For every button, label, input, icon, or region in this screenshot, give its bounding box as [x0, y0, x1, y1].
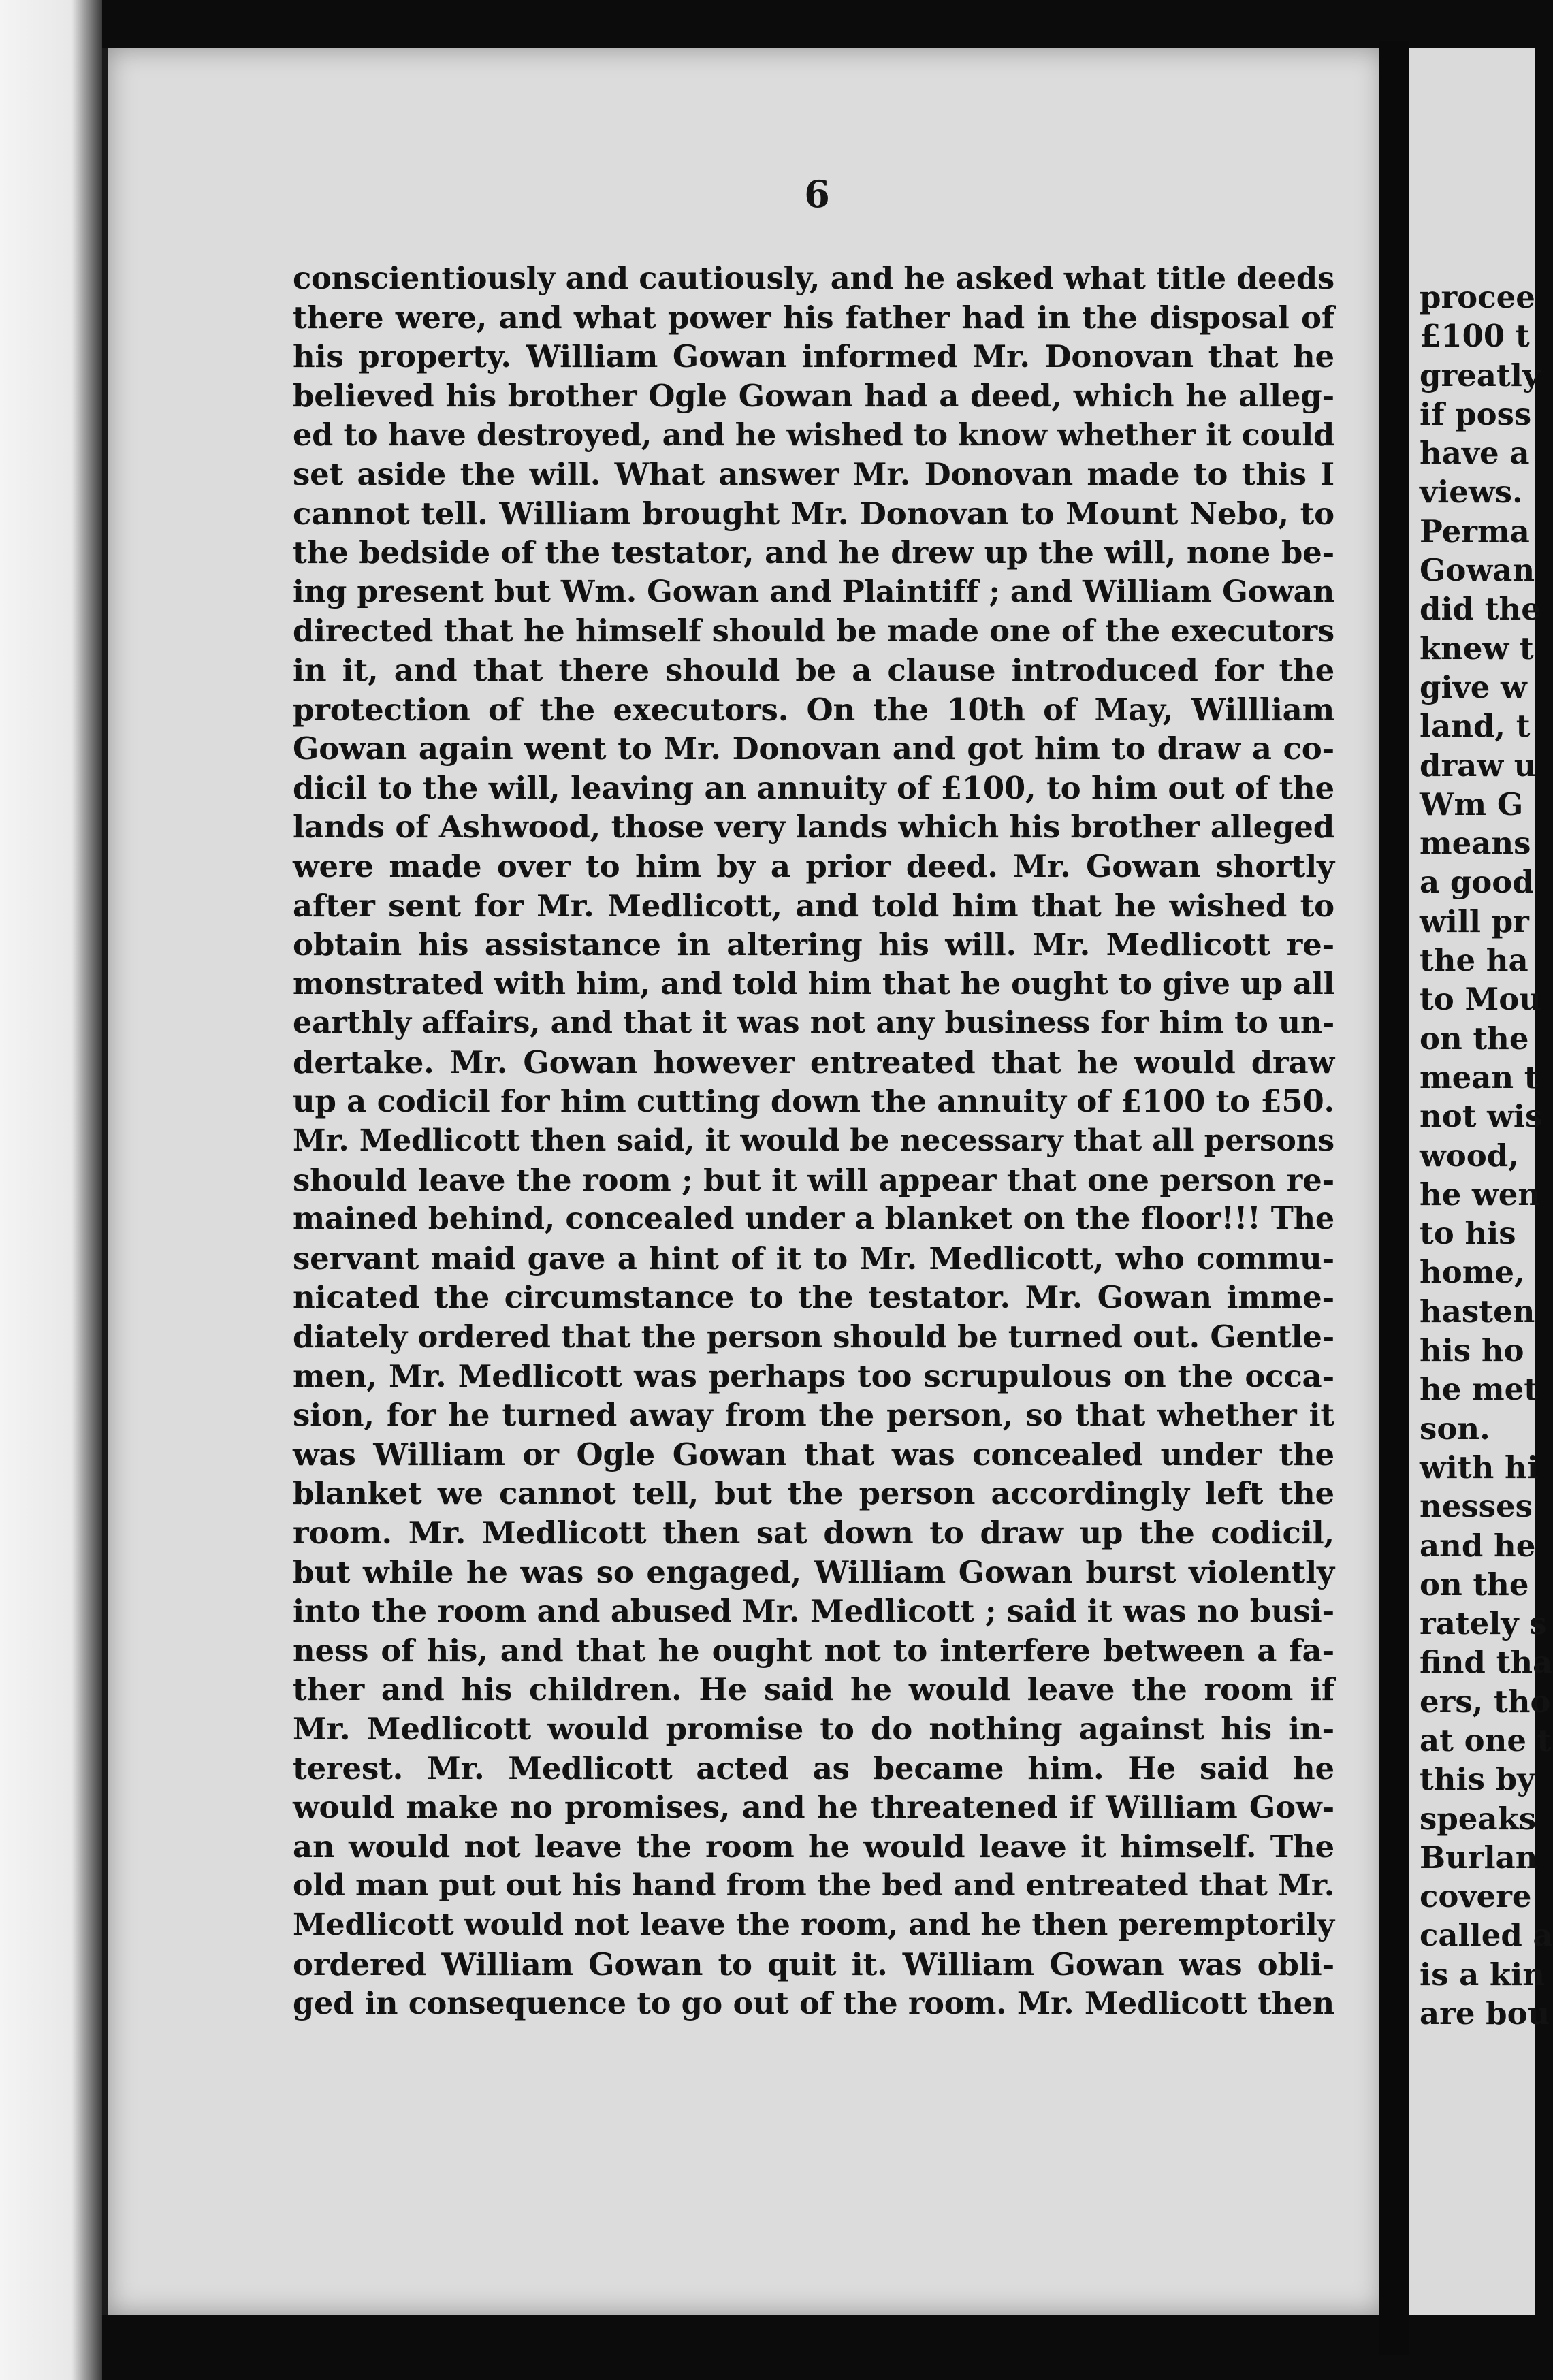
facing-page-line: wood, [1420, 1137, 1519, 1174]
text-line: Mr. Medlicott then said, it would be necessary that all persons [293, 1123, 1334, 1159]
text-line: ordered William Gowan to quit it. William Gowan was obli- [293, 1946, 1334, 1982]
facing-page-line: procee [1420, 279, 1535, 315]
facing-page-line: have a [1420, 435, 1530, 472]
text-line: Mr. Medlicott would promise to do nothing against his in- [293, 1710, 1334, 1747]
facing-page-line: find tha [1420, 1644, 1553, 1681]
text-line: dicil to the will, leaving an annuity of £100, to him out of the [293, 769, 1334, 806]
facing-page-line: mean t [1420, 1059, 1539, 1095]
facing-page-line: with hi [1420, 1449, 1539, 1485]
facing-page-line: on the [1420, 1566, 1529, 1603]
facing-page-line: at one t [1420, 1722, 1552, 1758]
text-line: Medlicott would not leave the room, and he then peremptorily [293, 1907, 1334, 1942]
facing-page-line: on the [1420, 1020, 1529, 1057]
text-line: men, Mr. Medlicott was perhaps too scrupulous on the occa- [293, 1357, 1334, 1394]
text-line: up a codicil for him cutting down the annuity of £100 to £50. [293, 1083, 1334, 1120]
text-line: after sent for Mr. Medlicott, and told him that he wished to [293, 887, 1334, 924]
text-line: blanket we cannot tell, but the person accordingly left the [293, 1475, 1334, 1512]
text-line: sion, for he turned away from the person, so that whether it [293, 1397, 1334, 1434]
text-line: ther and his children. He said he would leave the room if [293, 1671, 1334, 1708]
text-line: an would not leave the room he would leave it himself. The [293, 1828, 1334, 1865]
facing-page-line: will pr [1420, 903, 1529, 939]
facing-page-line: he wen [1420, 1176, 1541, 1212]
facing-page-line: means [1420, 825, 1531, 862]
text-line: cannot tell. William brought Mr. Donovan to Mount Nebo, to [293, 495, 1334, 532]
facing-page-line: give w [1420, 669, 1527, 705]
binding-gutter [1379, 41, 1409, 2355]
facing-page-line: to Mou [1420, 981, 1542, 1018]
facing-page-line: not wis [1420, 1098, 1543, 1135]
text-line: there were, and what power his father had in the disposal of [293, 299, 1334, 336]
text-line: should leave the room ; but it will appear that one person re- [293, 1161, 1334, 1198]
text-line: nicated the circumstance to the testator. Mr. Gowan imme- [293, 1279, 1334, 1316]
facing-page-line: Burlan [1420, 1839, 1538, 1876]
facing-page-line: are bou [1420, 1995, 1550, 2032]
facing-page-line: did the [1420, 591, 1541, 628]
text-line: were made over to him by a prior deed. Mr. Gowan shortly [293, 848, 1334, 884]
facing-page-line: this by [1420, 1761, 1535, 1798]
facing-page-line: land, t [1420, 708, 1531, 745]
facing-page-text [1420, 278, 1553, 2033]
text-line: but while he was so engaged, William Gowan burst violently [293, 1554, 1334, 1590]
facing-page-line: he met [1420, 1371, 1539, 1408]
left-margin-strip [0, 0, 102, 2380]
facing-page-line: greatly [1420, 357, 1540, 393]
text-line: terest. Mr. Medlicott acted as became him. He said he [293, 1750, 1334, 1786]
text-line: ness of his, and that he ought not to interfere between a fa- [293, 1632, 1334, 1669]
text-line: believed his brother Ogle Gowan had a deed, which he alleg- [293, 377, 1334, 414]
text-line: ing present but Wm. Gowan and Plaintiff ; and William Gowan [293, 574, 1334, 609]
facing-page-line: and he [1420, 1527, 1536, 1564]
facing-page-line: if poss [1420, 396, 1532, 432]
facing-page-line: rately s [1420, 1605, 1547, 1642]
text-line: servant maid gave a hint of it to Mr. Medlicott, who commu- [293, 1240, 1334, 1276]
text-line: directed that he himself should be made one of the executors [293, 613, 1334, 649]
text-line: monstrated with him, and told him that he ought to give up all [293, 966, 1334, 1001]
text-line: would make no promises, and he threatened if William Gow- [293, 1789, 1334, 1826]
facing-page-line: called a [1420, 1917, 1553, 1954]
facing-page-line: is a kin [1420, 1956, 1545, 1993]
text-line: set aside the will. What answer Mr. Donovan made to this I [293, 455, 1334, 492]
facing-page-line: views. [1420, 474, 1523, 511]
facing-page-line: to his [1420, 1215, 1516, 1252]
text-line: lands of Ashwood, those very lands which his brother alleged [293, 809, 1334, 846]
facing-page-line: son. [1420, 1410, 1490, 1447]
facing-page-line: nesses [1420, 1488, 1533, 1525]
facing-page-line: £100 t [1420, 318, 1530, 355]
text-line: ged in consequence to go out of the room. Mr. Medlicott then [293, 1985, 1334, 2022]
text-line: into the room and abused Mr. Medlicott ; said it was no busi- [293, 1593, 1334, 1630]
text-line: mained behind, concealed under a blanket on the floor!!! The [293, 1201, 1334, 1237]
facing-page-line: knew t [1420, 630, 1534, 666]
page-number: 6 [804, 172, 830, 216]
text-line: obtain his assistance in altering his will. Mr. Medlicott re- [293, 927, 1334, 963]
text-line: old man put out his hand from the bed and entreated that Mr. [293, 1867, 1334, 1903]
facing-page-line: Perma [1420, 513, 1530, 549]
facing-page-line: home, [1420, 1254, 1525, 1291]
text-line: his property. William Gowan informed Mr. Donovan that he [293, 338, 1334, 375]
text-line: in it, and that there should be a clause introduced for the [293, 652, 1334, 688]
facing-page-line: covere [1420, 1878, 1532, 1915]
facing-page-line: Gowan [1420, 552, 1535, 589]
text-line: conscientiously and cautiously, and he asked what title deeds [293, 260, 1334, 296]
facing-page-line: his ho [1420, 1332, 1524, 1369]
facing-page-line: speaks [1420, 1800, 1537, 1837]
facing-page-line: ers, tho [1420, 1683, 1551, 1720]
facing-page-line: Wm G [1420, 786, 1524, 822]
facing-page-line: hasten [1420, 1293, 1535, 1330]
text-line: protection of the executors. On the 10th of May, Willliam [293, 691, 1334, 728]
facing-page-line: the ha [1420, 942, 1528, 979]
text-line: dertake. Mr. Gowan however entreated that he would draw [293, 1044, 1334, 1080]
facing-page-line: draw u [1420, 747, 1537, 784]
text-line: diately ordered that the person should be turned out. Gentle- [293, 1319, 1334, 1355]
text-line: room. Mr. Medlicott then sat down to draw up the codicil, [293, 1515, 1334, 1551]
body-text [293, 259, 1334, 2023]
text-line: the bedside of the testator, and he drew up the will, none be- [293, 534, 1334, 571]
text-line: ed to have destroyed, and he wished to know whether it could [293, 417, 1334, 453]
text-line: earthly affairs, and that it was not any business for him to un- [293, 1005, 1334, 1041]
text-line: was William or Ogle Gowan that was concealed under the [293, 1436, 1334, 1473]
text-line: Gowan again went to Mr. Donovan and got him to draw a co- [293, 730, 1334, 767]
facing-page-line: a good [1420, 864, 1534, 901]
